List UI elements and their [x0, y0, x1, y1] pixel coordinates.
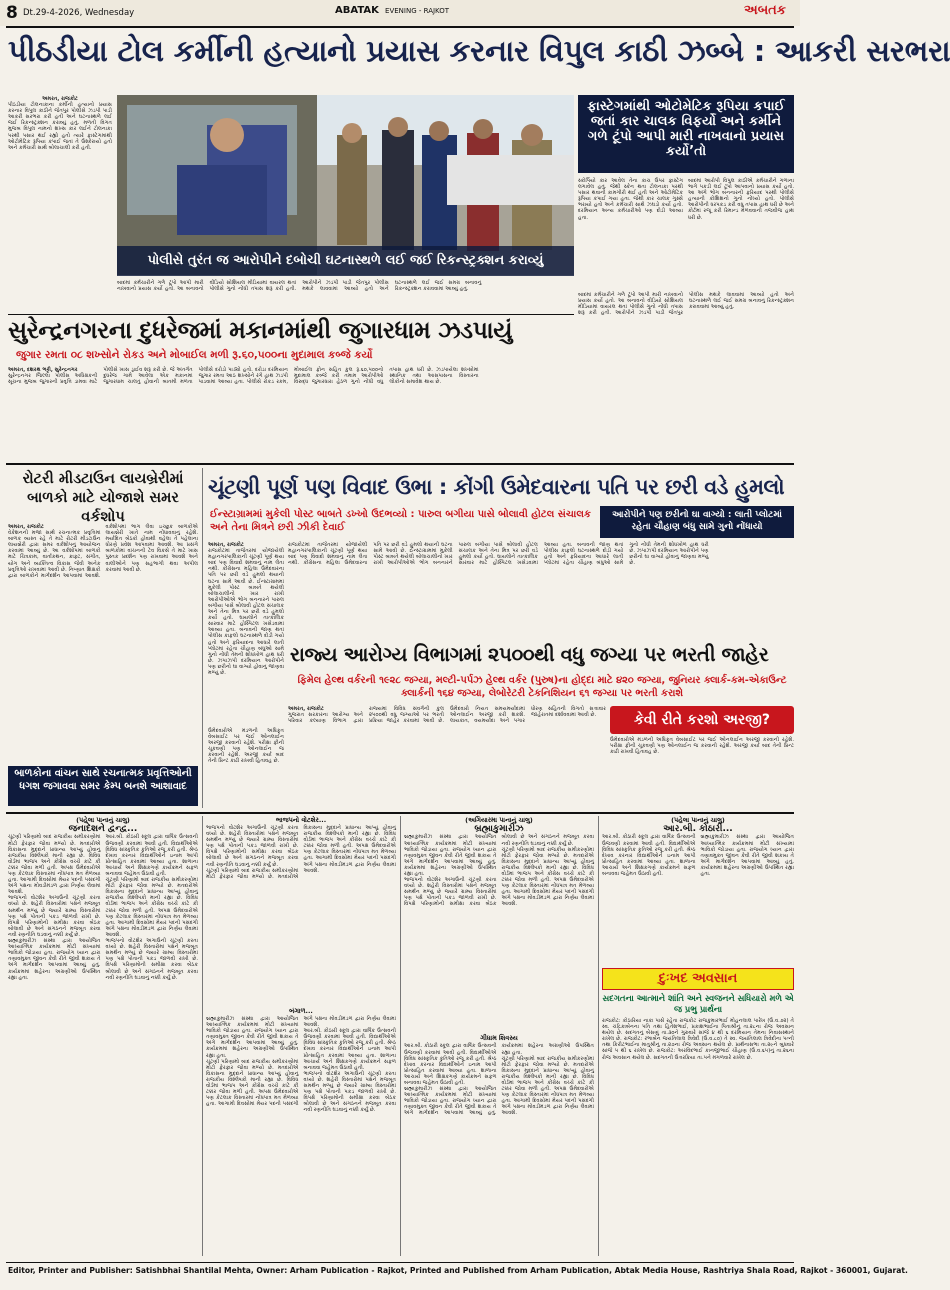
story5-text-extra — [208, 728, 284, 808]
masthead-sub: EVENING - RAJKOT — [385, 7, 450, 15]
story1-dateline: અમરત, રાજકોટ — [42, 96, 78, 102]
story4-dateline: અમરત, રાજકોટ — [208, 542, 244, 548]
story2-headline: સુરેન્દ્રનગરના દુધરેજમાં મકાનમાંથી જુગારધામ ઝડપાયું — [8, 316, 513, 344]
col1-title: જનાદેશને દ્વન્દ્વ... — [68, 824, 138, 834]
story4-text-left — [208, 542, 284, 722]
story1-body-1: પીઠડીયા ટોલનાકાના કર્મીની હત્યાનો પ્રયાસ કરનાર વિપુલ કાઠીને જેતપુર પોલીસે ઝડપી પાડી આકરી સરભરા કરી હતી અને ઘટનાસ્થળે લઈ જઈ રિકન્સ્ટ્રક્શન કરાવ્યું હતું. મળતી વિગત મુજબ વિપુલ નામનો શખ્સ કાર લઈને ટોલનાકા પરથી પસાર થઈ રહ્યો હતો ત્યારે ફાસ્ટેગમાંથી ઓટોમેટિક રૂપિયા કપાઈ જતાં તે ઉશ્કેરાયો હતો અને કર્મચારી સાથે બોલાચાલી કરી હતી. — [8, 102, 112, 151]
col2-text-a: ભાજપનો વોટશેર અગાઉની ચૂંટણી કરતા વધ્યો છે. શહેરી વિસ્તારોમાં પક્ષને મજબૂત સમર્થન મળ્યું છે જ્યારે ગ્રામ્ય વિસ્તારોમાં પણ પક્ષે પોતાની પકડ જાળવી રાખી છે. વિપક્ષે પરિણામોની સમીક્ષા કરવા બેઠક બોલાવી છે અને સંગઠનને મજબૂત કરવા નવી રણનીતિ ઘડવાનું નક્કી કર્યું છે. — [206, 825, 299, 868]
col4-title: આર.બી. કોઠારી... — [663, 824, 733, 834]
col4-tag: (પહેલા પાનાનું ચાલુ) — [671, 816, 725, 824]
story5-body: ગુજરાત સરકારના આરોગ્ય અને પરિવાર કલ્યાણ વિભાગ દ્વારા રાજ્યમાં વિવિધ સંવર્ગની કુલ ૨૫૦૦થી વધુ જગ્યાઓ પર ભરતી પ્રક્રિયા જાહેર કરવામાં આવી છે. ઉમેદવારો નિયત સમયમર્યાદામાં ઓનલાઈન અરજી કરી શકશે. લાયકાત, વયમર્યાદા અને પગાર ધોરણ સહિતની વિગતો સત્તાવાર જાહેરાતમાં દર્શાવવામાં આવી છે. — [288, 706, 606, 725]
continued-col-2 — [206, 816, 396, 1256]
obituary-subtitle: સદગતના આત્માને શાંતિ અને સ્વજનને સધિયારો મળે એ જ પ્રભુ પ્રાર્થના — [602, 993, 794, 1014]
story2-body: સુરેન્દ્રનગર જિલ્લા પોલીસ અધિક્ષકની સૂચના મુજબ જુગારની પ્રવૃત્તિ ડામવા માટે પોલીસે ખાસ ડ્રાઈવ શરૂ કરી છે. જે અંતર્ગત દુધરેજ ગામે આવેલા એક મકાનમાં જુગારધામ ચાલતું હોવાની બાતમી મળતા પોલીસે દરોડો પાડ્યો હતો. દરોડા દરમિયાન જુગાર રમતા આઠ શખ્સોને રંગે હાથ ઝડપી પાડવામાં આવ્યા હતા. પોલીસે રોકડ રકમ, મોબાઈલ ફોન સહિત કુલ રૂ.૬૦,૫૦૦નો મુદામાલ કબ્જે કરી તમામ આરોપીઓ વિરુદ્ધ જુગારધારા હેઠળ ગુનો નોંધી વધુ તપાસ હાથ ધરી છે. ઝડપાયેલા શખ્સોમાં સ્થાનિક તથા આસપાસના વિસ્તારના લોકોનો સમાવેશ થાય છે. — [8, 367, 479, 386]
col1-text-f: ભાજપનો વોટશેર અગાઉની ચૂંટણી કરતા વધ્યો છે. શહેરી વિસ્તારોમાં પક્ષને મજબૂત સમર્થન મળ્યું છે જ્યારે ગ્રામ્ય વિસ્તારોમાં પણ પક્ષે પોતાની પકડ જાળવી રાખી છે. વિપક્ષે પરિણામોની સમીક્ષા કરવા બેઠક બોલાવી છે અને સંગઠનને મજબૂત કરવા નવી રણનીતિ ઘડવાનું નક્કી કર્યું છે. — [105, 938, 198, 981]
col3-text-a: બ્રહ્માકુમારીઝ સંસ્થા દ્વારા આયોજિત આધ્યાત્મિક કાર્યક્રમમાં મોટી સંખ્યામાં ભાવિકો જોડાયા હતા. રાજયોગ ધ્યાન દ્વારા તણાવમુક્ત જીવન કેવી રીતે જીવી શકાય તે અંગે માર્ગદર્શન આપવામાં આવ્યું હતું. કાર્યક્રમમાં શહેરના અગ્રણીઓ ઉપસ્થિત રહ્યા હતા. — [404, 834, 497, 877]
cont-divider-3 — [598, 816, 599, 1256]
col1-text-d: આર.બી. કોઠારી સ્કૂલ દ્વારા વાર્ષિક ઉત્સવની ઉજવણી કરવામાં આવી હતી. વિદ્યાર્થીઓએ વિવિધ સાંસ્કૃતિક કૃતિઓ રજૂ કરી હતી. શ્રેષ્ઠ દેખાવ કરનાર વિદ્યાર્થીઓને ઇનામ આપી પ્રોત્સાહિત કરવામાં આવ્યા હતા. શાળાના આચાર્ય અને શિક્ષકગણે કાર્યક્રમને સફળ બનાવવા જહેમત ઉઠાવી હતી. — [105, 834, 198, 877]
cont-divider-1 — [202, 816, 203, 1256]
col2-text-c: બ્રહ્માકુમારીઝ સંસ્થા દ્વારા આયોજિત આધ્યાત્મિક કાર્યક્રમમાં મોટી સંખ્યામાં ભાવિકો જોડાયા હતા. રાજયોગ ધ્યાન દ્વારા તણાવમુક્ત જીવન કેવી રીતે જીવી શકાય તે અંગે માર્ગદર્શન આપવામાં આવ્યું હતું. કાર્યક્રમમાં શહેરના અગ્રણીઓ ઉપસ્થિત રહ્યા હતા. — [206, 1016, 299, 1059]
imprint-line: Editor, Printer and Publisher: Satishbhai Shantilal Mehta, Owner: Arham Publication - Rajkot, Printed and Published from Arham Publication, Abtak Media House, Rashtriya Shala Road, Rajkot - 360001, Gujarat. — [8, 1266, 908, 1275]
story3-body: વેકેશનની મજા સાથે રચનાત્મક પ્રવૃત્તિમાં બાળક વ્યસ્ત રહે તે માટે રોટરી મીડટાઉન લાયબ્રેરી દ્વારા સમર વર્કશોપનું આયોજન કરવામાં આવ્યું છે. આ વર્કશોપમાં બાળકો માટે ચિત્રકામ, વાર્તાકથન, ક્રાફ્ટ, સંગીત, યોગ અને વ્યક્તિત્વ વિકાસ જેવી અનેક પ્રવૃત્તિઓ રાખવામાં આવી છે. નિષ્ણાત શિક્ષકો દ્વારા બાળકોને માર્ગદર્શન આપવામાં આવશે. વર્કશોપમાં ભાગ લેવા ઇચ્છુક બાળકોએ લાયબ્રેરી ખાતે નામ નોંધાવવાનું રહેશે. મર્યાદિત બેઠકો હોવાથી વહેલા તે પહેલાના ધોરણે પ્રવેશ આપવામાં આવશે. આ પ્રસંગે બાળકોમાં વાંચનની ટેવ વિકસે તે માટે ખાસ પુસ્તક પ્રદર્શન પણ રાખવામાં આવશે અને વાલીઓને પણ સહભાગી થવા અપીલ કરવામાં આવી છે. — [8, 524, 198, 579]
story3-headline: રોટરી મીડટાઉન લાયબ્રેરીમાં બાળકો માટે યોજાશે સમર વર્કશોપ — [22, 471, 184, 525]
story4-headline: ચૂંટણી પૂર્ણ પણ વિવાદ ઉભા : કોંગી ઉમેદવારના પતિ પર છરી વડે હુમલો — [208, 475, 785, 499]
col4-text-b: બ્રહ્માકુમારીઝ સંસ્થા દ્વારા આયોજિત આધ્યાત્મિક કાર્યક્રમમાં મોટી સંખ્યામાં ભાવિકો જોડાયા હતા. રાજયોગ ધ્યાન દ્વારા તણાવમુક્ત જીવન કેવી રીતે જીવી શકાય તે અંગે માર્ગદર્શન આપવામાં આવ્યું હતું. કાર્યક્રમમાં શહેરના અગ્રણીઓ ઉપસ્થિત રહ્યા હતા. — [700, 834, 794, 877]
story3-dateline: અમરત, રાજકોટ — [8, 524, 44, 530]
story5-body-extra: ઉમેદવારોએ મંડળની અધિકૃત વેબસાઈટ પર જઈ ઓનલાઈન અરજી કરવાની રહેશે. પરીક્ષા ફીની ચૂકવણી પણ ઓનલાઈન જ કરવાની રહેશે. અરજી કર્યા બાદ તેની પ્રિન્ટ કાઢી રાખવી હિતાવહ છે. — [208, 728, 284, 765]
col2-text-d: ચૂંટણી પરિણામો બાદ રાજકીય સમીકરણોમાં મોટો ફેરફાર જોવા મળ્યો છે. મતદારોએ વિકાસના મુદ્દાને પ્રાધાન્ય આપ્યું હોવાનું રાજકીય વિશ્લેષકો માની રહ્યા છે. વિવિધ વોર્ડમાં ભાજપ અને કોંગ્રેસ વચ્ચે કાંટે કી ટક્કર જોવા મળી હતી. અપક્ષ ઉમેદવારોએ પણ કેટલાક વિસ્તારમાં નોંધપાત્ર મત મેળવ્યા હતા. આગામી દિવસોમાં મેયર પદની પસંદગી અંગે પક્ષના મોવડીમંડળ દ્વારા નિર્ણય લેવામાં આવશે. — [206, 1016, 396, 1108]
section-rule-2 — [6, 812, 794, 814]
page-number: 8 — [6, 3, 18, 23]
story4-side-box — [600, 506, 794, 538]
col3-text-e: બ્રહ્માકુમારીઝ સંસ્થા દ્વારા આયોજિત આધ્યાત્મિક કાર્યક્રમમાં મોટી સંખ્યામાં ભાવિકો જોડાયા હતા. રાજયોગ ધ્યાન દ્વારા તણાવમુક્ત જીવન કેવી રીતે જીવી શકાય તે અંગે માર્ગદર્શન આપવામાં આવ્યું હતું. કાર્યક્રમમાં શહેરના અગ્રણીઓ ઉપસ્થિત રહ્યા હતા. — [404, 1043, 594, 1117]
issue-date: Dt.29-4-2026, Wednesday — [23, 8, 135, 18]
story1-bottom-text — [117, 280, 574, 312]
story3-footer-text: બાળકોના વાંચન સાથે રચનાત્મક પ્રવૃત્તિઓની ધગશ જગાવવા સમર કેમ્પ બનશે આશાવાદ — [14, 768, 192, 792]
story2-subhead: જુગાર રમતા ૦૮ શખ્સોને રોકડ અને મોબાઈલ મળી રૂ.૬૦,૫૦૦ના મુદામાલ કબ્જે કર્યો — [16, 349, 373, 361]
story3-text — [8, 524, 198, 760]
footer-rule — [6, 1262, 794, 1263]
story1-continued-text: બાદમાં કર્મચારીને ગળે ટૂંપો આપી મારી નાખવાનો પ્રયાસ કર્યો હતો. આ બનાવનો વીડિયો સોશિયલ મીડિયામાં વાયરલ થતાં પોલીસે ગુનો નોંધી તપાસ શરૂ કરી હતી. આરોપીને ઝડપી પાડી જેતપુર પોલીસ મથકે લાવવામાં આવ્યો હતો અને ઘટનાસ્થળે લઈ જઈ સમગ્ર બનાવનું રિકન્સ્ટ્રક્શન કરાવવામાં આવ્યું હતું. — [578, 292, 794, 317]
col3-title: બ્રહ્માકુમારીઝ — [474, 824, 524, 834]
story4-side-box-text: આરોપીને પણ છરીનો ઘા વાગ્યો : લાતી પ્લોટમાં રહેતા ચૌહાણ બંધુ સામે ગુનો નોંધાયો — [612, 510, 782, 532]
col3-mid-title: ગીધામ શિવસ્ય — [480, 1034, 518, 1043]
col4-text — [602, 834, 794, 962]
story1-left-column — [8, 96, 112, 296]
masthead-title: ABATAK — [335, 5, 379, 16]
section-rule-1 — [6, 463, 794, 465]
story3-footer-box — [8, 766, 198, 806]
col1-text-a: ચૂંટણી પરિણામો બાદ રાજકીય સમીકરણોમાં મોટો ફેરફાર જોવા મળ્યો છે. મતદારોએ વિકાસના મુદ્દાને પ્રાધાન્ય આપ્યું હોવાનું રાજકીય વિશ્લેષકો માની રહ્યા છે. વિવિધ વોર્ડમાં ભાજપ અને કોંગ્રેસ વચ્ચે કાંટે કી ટક્કર જોવા મળી હતી. અપક્ષ ઉમેદવારોએ પણ કેટલાક વિસ્તારમાં નોંધપાત્ર મત મેળવ્યા હતા. આગામી દિવસોમાં મેયર પદની પસંદગી અંગે પક્ષના મોવડીમંડળ દ્વારા નિર્ણય લેવામાં આવશે. — [8, 834, 101, 896]
obituary-body: રાજકોટ: કોઠારિયા નાકા પાસે રહેતા રાજકોટ રાજકુમારભાઈ મોહનલાલ પારેખ (ઉ.વ.૭૨) તે સ્વ. ચંદ્રિકાબેનના પતિ તથા હિતેશભાઈ, પ્રકાશભાઈના પિતાશ્રીનું તા.૨૮ના રોજ અવસાન થયેલ છે. સદગતનું બેસણું તા.૩૦ને ગુરુવારે સાંજે ૪ થી ૬ દરમિયાન તેમના નિવાસસ્થાને રાખેલ છે. રાજકોટ: રંભાબેન જયંતિલાલ ત્રિવેદી (ઉ.વ.૮૦) તે સ્વ. જયંતિલાલ ત્રિવેદીના પત્ની તથા કિરીટભાઈના માતુશ્રીનું તા.૨૭ના રોજ અવસાન થયેલ છે. પ્રાર્થનાસભા તા.૨૯ને બુધવારે સાંજે ૫ થી ૬ રાખેલ છે. રાજકોટ: અરવિંદભાઈ કાનજીભાઈ ચૌહાણ (ઉ.વ.૬૫)નું તા.૨૬ના રોજ અવસાન થયેલ છે. સદગતની ઉત્તરક્રિયા તા.૫ને મંગળવારે રાખેલ છે. — [602, 1018, 794, 1061]
abatak-logo: અબતક — [744, 3, 786, 18]
story5-headline: રાજ્ય આરોગ્ય વિભાગમાં ૨૫૦૦થી વધુ જગ્યા પર ભરતી જાહેર — [290, 643, 769, 666]
story3-divider — [202, 468, 203, 808]
story1-body-2: બાદમાં કર્મચારીને ગળે ટૂંપો આપી મારી નાખવાનો પ્રયાસ કર્યો હતો. આ બનાવનો વીડિયો સોશિયલ મીડિયામાં વાયરલ થતાં પોલીસે ગુનો નોંધી તપાસ શરૂ કરી હતી. આરોપીને ઝડપી પાડી જેતપુર પોલીસ મથકે લાવવામાં આવ્યો હતો અને ઘટનાસ્થળે લઈ જઈ સમગ્ર બનાવનું રિકન્સ્ટ્રક્શન કરાવવામાં આવ્યું હતું. — [117, 280, 482, 293]
story5-box-title: કેવી રીતે કરશો અરજી? — [634, 712, 770, 728]
story5-howto-box — [610, 706, 794, 808]
col4-text-a: આર.બી. કોઠારી સ્કૂલ દ્વારા વાર્ષિક ઉત્સવની ઉજવણી કરવામાં આવી હતી. વિદ્યાર્થીઓએ વિવિધ સાંસ્કૃતિક કૃતિઓ રજૂ કરી હતી. શ્રેષ્ઠ દેખાવ કરનાર વિદ્યાર્થીઓને ઇનામ આપી પ્રોત્સાહિત કરવામાં આવ્યા હતા. શાળાના આચાર્ય અને શિક્ષકગણે કાર્યક્રમને સફળ બનાવવા જહેમત ઉઠાવી હતી. — [602, 834, 696, 877]
story5-text — [288, 706, 606, 806]
continued-col-4 — [602, 816, 794, 966]
story4-subhead: ઈન્સ્ટાગ્રામમાં મુકેલી પોસ્ટ બાબતે ડખ્ખો ઉદભવ્યો : પારુલ બગીયા પાસે બોલાવી હોટલ સંચાલક અને તેના મિત્રને છરી ઝીકી દેવાઈ — [210, 509, 591, 533]
col2-text-e: આર.બી. કોઠારી સ્કૂલ દ્વારા વાર્ષિક ઉત્સવની ઉજવણી કરવામાં આવી હતી. વિદ્યાર્થીઓએ વિવિધ સાંસ્કૃતિક કૃતિઓ રજૂ કરી હતી. શ્રેષ્ઠ દેખાવ કરનાર વિદ્યાર્થીઓને ઇનામ આપી પ્રોત્સાહિત કરવામાં આવ્યા હતા. શાળાના આચાર્ય અને શિક્ષકગણે કાર્યક્રમને સફળ બનાવવા જહેમત ઉઠાવી હતી. — [303, 1028, 396, 1071]
col2-text-f: ભાજપનો વોટશેર અગાઉની ચૂંટણી કરતા વધ્યો છે. શહેરી વિસ્તારોમાં પક્ષને મજબૂત સમર્થન મળ્યું છે જ્યારે ગ્રામ્ય વિસ્તારોમાં પણ પક્ષે પોતાની પકડ જાળવી રાખી છે. વિપક્ષે પરિણામોની સમીક્ષા કરવા બેઠક બોલાવી છે અને સંગઠનને મજબૂત કરવા નવી રણનીતિ ઘડવાનું નક્કી કર્યું છે. — [303, 1070, 396, 1114]
story5-dateline: અમરત, રાજકોટ — [288, 706, 324, 712]
story4-body: રાજકોટમાં તાજેતરમાં યોજાયેલી મહાનગરપાલિકાની ચૂંટણી પૂર્ણ થયા બાદ પણ વિવાદો શમવાનું નામ લેતા નથી. કોંગ્રેસના મહિલા ઉમેદવારના પતિ પર છરી વડે હુમલો થયાની ઘટના સામે આવી છે. ઈન્સ્ટાગ્રામમાં મુકેલી પોસ્ટ બાબતે થયેલી બોલાચાલીનો ખાર રાખી આરોપીઓએ ભોગ બનનારને પારુલ બગીયા પાસે બોલાવી હોટલ સંચાલક અને તેના મિત્ર પર છરી વડે હુમલો કર્યો હતો. ઘાયલોને તાત્કાલિક સારવાર માટે હોસ્પિટલ ખસેડવામાં આવ્યા હતા. બનાવની જાણ થતાં પોલીસ કાફલો ઘટનાસ્થળે દોડી ગયો હતો અને ફરિયાદના આધારે લાતી પ્લોટમાં રહેતા ચૌહાણ બંધુઓ સામે ગુનો નોંધી તેમની શોધખોળ હાથ ધરી છે. ઝપાઝપી દરમિયાન આરોપીને પણ છરીનો ઘા વાગ્યો હોવાનું જાણવા મળ્યું છે. — [208, 548, 284, 676]
story1-callout — [578, 95, 794, 173]
obituary-box — [602, 968, 794, 1256]
col1-tag: (પહેલા પાનાનું ચાલુ) — [76, 816, 130, 824]
col3-text-c: ચૂંટણી પરિણામો બાદ રાજકીય સમીકરણોમાં મોટો ફેરફાર જોવા મળ્યો છે. મતદારોએ વિકાસના મુદ્દાને પ્રાધાન્ય આપ્યું હોવાનું રાજકીય વિશ્લેષકો માની રહ્યા છે. વિવિધ વોર્ડમાં ભાજપ અને કોંગ્રેસ વચ્ચે કાંટે કી ટક્કર જોવા મળી હતી. અપક્ષ ઉમેદવારોએ પણ કેટલાક વિસ્તારમાં નોંધપાત્ર મત મેળવ્યા હતા. આગામી દિવસોમાં મેયર પદની પસંદગી અંગે પક્ષના મોવડીમંડળ દ્વારા નિર્ણય લેવામાં આવશે. — [501, 846, 594, 908]
cont-divider-2 — [400, 816, 401, 1256]
obituary-title-bar — [602, 968, 794, 990]
story5-box-body: ઉમેદવારોએ મંડળની અધિકૃત વેબસાઈટ પર જઈ ઓનલાઈન અરજી કરવાની રહેશે. પરીક્ષા ફીની ચૂકવણી પણ ઓનલાઈન જ કરવાની રહેશે. અરજી કર્યા બાદ તેની પ્રિન્ટ કાઢી રાખવી હિતાવહ છે. — [610, 737, 794, 756]
continued-col-3 — [404, 816, 594, 1256]
story1-far-right-text — [578, 292, 794, 460]
story2-text — [8, 367, 574, 459]
masthead — [335, 5, 535, 16]
col1-text-e: ચૂંટણી પરિણામો બાદ રાજકીય સમીકરણોમાં મોટો ફેરફાર જોવા મળ્યો છે. મતદારોએ વિકાસના મુદ્દાને પ્રાધાન્ય આપ્યું હોવાનું રાજકીય વિશ્લેષકો માની રહ્યા છે. વિવિધ વોર્ડમાં ભાજપ અને કોંગ્રેસ વચ્ચે કાંટે કી ટક્કર જોવા મળી હતી. અપક્ષ ઉમેદવારોએ પણ કેટલાક વિસ્તારમાં નોંધપાત્ર મત મેળવ્યા હતા. આગામી દિવસોમાં મેયર પદની પસંદગી અંગે પક્ષના મોવડીમંડળ દ્વારા નિર્ણય લેવામાં આવશે. — [105, 877, 198, 938]
header-rule — [6, 26, 794, 28]
col1-text — [8, 834, 198, 1254]
col3-text-lower — [404, 1043, 594, 1253]
obituary-title: દુઃખદ અવસાન — [658, 971, 738, 986]
story3-headline-box — [8, 470, 198, 525]
story1-right-column-a — [578, 178, 683, 288]
col3-text-f: ચૂંટણી પરિણામો બાદ રાજકીય સમીકરણોમાં મોટો ફેરફાર જોવા મળ્યો છે. મતદારોએ વિકાસના મુદ્દાને પ્રાધાન્ય આપ્યું હોવાનું રાજકીય વિશ્લેષકો માની રહ્યા છે. વિવિધ વોર્ડમાં ભાજપ અને કોંગ્રેસ વચ્ચે કાંટે કી ટક્કર જોવા મળી હતી. અપક્ષ ઉમેદવારોએ પણ કેટલાક વિસ્તારમાં નોંધપાત્ર મત મેળવ્યા હતા. આગામી દિવસોમાં મેયર પદની પસંદગી અંગે પક્ષના મોવડીમંડળ દ્વારા નિર્ણય લેવામાં આવશે. — [501, 1055, 594, 1117]
col1-text-b: ભાજપનો વોટશેર અગાઉની ચૂંટણી કરતા વધ્યો છે. શહેરી વિસ્તારોમાં પક્ષને મજબૂત સમર્થન મળ્યું છે જ્યારે ગ્રામ્ય વિસ્તારોમાં પણ પક્ષે પોતાની પકડ જાળવી રાખી છે. વિપક્ષે પરિણામોની સમીક્ષા કરવા બેઠક બોલાવી છે અને સંગઠનને મજબૂત કરવા નવી રણનીતિ ઘડવાનું નક્કી કર્યું છે. — [8, 895, 101, 938]
story1-right-column-b — [688, 178, 794, 288]
col2-tag: ભાજપનો વોટશેર... — [275, 816, 327, 824]
story2-dateline: અમરત, દશરથ ભટ્ટી, સુરેન્દ્રનગર — [8, 367, 78, 373]
col3-text-d: આર.બી. કોઠારી સ્કૂલ દ્વારા વાર્ષિક ઉત્સવની ઉજવણી કરવામાં આવી હતી. વિદ્યાર્થીઓએ વિવિધ સાંસ્કૃતિક કૃતિઓ રજૂ કરી હતી. શ્રેષ્ઠ દેખાવ કરનાર વિદ્યાર્થીઓને ઇનામ આપી પ્રોત્સાહિત કરવામાં આવ્યા હતા. શાળાના આચાર્ય અને શિક્ષકગણે કાર્યક્રમને સફળ બનાવવા જહેમત ઉઠાવી હતી. — [404, 1043, 497, 1086]
col2-mid-title: બંગાળ... — [289, 1007, 313, 1015]
col2-text-b: ચૂંટણી પરિણામો બાદ રાજકીય સમીકરણોમાં મોટો ફેરફાર જોવા મળ્યો છે. મતદારોએ વિકાસના મુદ્દાને પ્રાધાન્ય આપ્યું હોવાનું રાજકીય વિશ્લેષકો માની રહ્યા છે. વિવિધ વોર્ડમાં ભાજપ અને કોંગ્રેસ વચ્ચે કાંટે કી ટક્કર જોવા મળી હતી. અપક્ષ ઉમેદવારોએ પણ કેટલાક વિસ્તારમાં નોંધપાત્ર મત મેળવ્યા હતા. આગામી દિવસોમાં મેયર પદની પસંદગી અંગે પક્ષના મોવડીમંડળ દ્વારા નિર્ણય લેવામાં આવશે. — [206, 825, 396, 880]
col3-text-b: ભાજપનો વોટશેર અગાઉની ચૂંટણી કરતા વધ્યો છે. શહેરી વિસ્તારોમાં પક્ષને મજબૂત સમર્થન મળ્યું છે જ્યારે ગ્રામ્ય વિસ્તારોમાં પણ પક્ષે પોતાની પકડ જાળવી રાખી છે. વિપક્ષે પરિણામોની સમીક્ષા કરવા બેઠક બોલાવી છે અને સંગઠનને મજબૂત કરવા નવી રણનીતિ ઘડવાનું નક્કી કર્યું છે. — [404, 834, 594, 908]
col2-text — [206, 825, 396, 1005]
story1-callout-text: ફાસ્ટેગમાંથી ઓટોમેટિક રૂપિયા કપાઈ જતાં કાર ચાલક વિફર્યો અને કર્મીને ગળે ટૂંપો આપી મારી નાખવાનો પ્રયાસ કર્યો’તો — [587, 99, 785, 159]
story4-text-main — [288, 542, 794, 640]
continued-col-1 — [8, 816, 198, 1256]
story5-subhead: ફિમેલ હેલ્થ વર્કરની ૧૯૨૮ જગ્યા, મલ્ટી-પર્પઝ હેલ્થ વર્કર (પુરુષ)ના હોદ્દા માટે ૪૨૦ જગ્યા, જુનિયર ક્લાર્ક-કમ-એકાઉન્ટ ક્લાર્કની ૧૬૪ જગ્યા, લેબોરેટરી ટેકનિશિયન ૬૧ જગ્યા પર ભરતી કરાશે — [297, 675, 787, 699]
col1-text-c: બ્રહ્માકુમારીઝ સંસ્થા દ્વારા આયોજિત આધ્યાત્મિક કાર્યક્રમમાં મોટી સંખ્યામાં ભાવિકો જોડાયા હતા. રાજયોગ ધ્યાન દ્વારા તણાવમુક્ત જીવન કેવી રીતે જીવી શકાય તે અંગે માર્ગદર્શન આપવામાં આવ્યું હતું. કાર્યક્રમમાં શહેરના અગ્રણીઓ ઉપસ્થિત રહ્યા હતા. — [8, 938, 101, 981]
col3-text — [404, 834, 594, 1034]
story1-body-4: બાદમાં આરોપી વિપુલ કાઠીએ કર્મચારીને ગળાના ભાગે પકડી લઈ ટૂંપો આપવાનો પ્રયાસ કર્યો હતો. આ અંગે ભોગ બનનારની ફરિયાદ પરથી પોલીસે હત્યાની કોશિશનો ગુનો નોંધ્યો હતો. પોલીસે આરોપીની ધરપકડ કરી વધુ તપાસ હાથ ધરી છે અને કોર્ટમાં રજૂ કરી રિમાન્ડ મેળવવાની તજવીજ હાથ ધરી છે. — [688, 178, 794, 221]
col2-text-lower — [206, 1016, 396, 1256]
story1-photo-caption: પોલીસે તુરંત જ આરોપીને દબોચી ઘટનાસ્થળે લઈ જઈ રિકન્સ્ટ્રક્શન કરાવ્યું — [117, 246, 574, 276]
col3-tag: (અગિયારમા પાનાનું ચાલુ) — [465, 816, 533, 824]
story5-box-title-bar — [610, 706, 794, 734]
story1-headline: પીઠડીયા ટોલ કર્મીની હત્યાનો પ્રયાસ કરનાર વિપુલ કાઠી ઝબ્બે : આકરી સરભરા — [8, 34, 950, 68]
story1-body-3: સ્કોર્પિયો કાર આવેલ તેના કાચ ઉપર ફાસ્ટેગ લગાવેલ હતું. જેથી સ્કેન થતા ટોલનાકા પરથી પસાર થવાની કામગીરી થઈ હતી અને ઓટોમેટિક રૂપિયા કપાઈ ગયા હતા. જેથી કાર ચાલક ગુસ્સે ભરાયો હતો અને કર્મચારી સાથે ઝઘડો કર્યો હતો. દરમિયાન અન્ય કર્મચારીઓ પણ દોડી આવ્યા હતા. — [578, 178, 683, 221]
page-header — [0, 0, 800, 26]
story2-rule — [8, 314, 574, 315]
story4-body-main: રાજકોટમાં તાજેતરમાં યોજાયેલી મહાનગરપાલિકાની ચૂંટણી પૂર્ણ થયા બાદ પણ વિવાદો શમવાનું નામ લેતા નથી. કોંગ્રેસના મહિલા ઉમેદવારના પતિ પર છરી વડે હુમલો થયાની ઘટના સામે આવી છે. ઈન્સ્ટાગ્રામમાં મુકેલી પોસ્ટ બાબતે થયેલી બોલાચાલીનો ખાર રાખી આરોપીઓએ ભોગ બનનારને પારુલ બગીયા પાસે બોલાવી હોટલ સંચાલક અને તેના મિત્ર પર છરી વડે હુમલો કર્યો હતો. ઘાયલોને તાત્કાલિક સારવાર માટે હોસ્પિટલ ખસેડવામાં આવ્યા હતા. બનાવની જાણ થતાં પોલીસ કાફલો ઘટનાસ્થળે દોડી ગયો હતો અને ફરિયાદના આધારે લાતી પ્લોટમાં રહેતા ચૌહાણ બંધુઓ સામે ગુનો નોંધી તેમની શોધખોળ હાથ ધરી છે. ઝપાઝપી દરમિયાન આરોપીને પણ છરીનો ઘા વાગ્યો હોવાનું જાણવા મળ્યું છે. — [288, 542, 709, 567]
